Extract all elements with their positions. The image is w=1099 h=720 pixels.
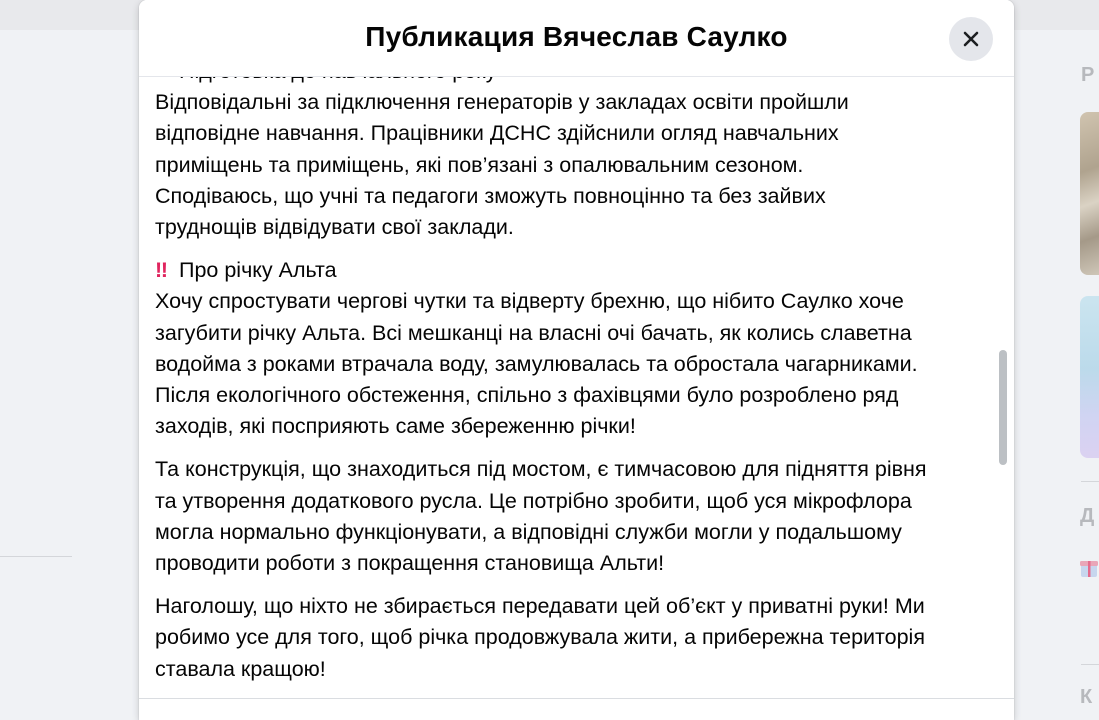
right-column-image xyxy=(1080,296,1099,458)
post-line: Після екологічного обстеження, спільно з фахівцями було розроблено ряд xyxy=(155,383,899,408)
post-line: Відповідальні за підключення генераторів у закладах освіти пройшли xyxy=(155,90,849,115)
post-line: Хочу спростувати чергові чутки та відверту брехню, що нібито Саулко хоче xyxy=(155,289,904,314)
post-paragraph xyxy=(155,255,1005,442)
right-column-divider xyxy=(1081,481,1099,482)
post-text xyxy=(155,56,1005,697)
dialog-title: Публикация Вячеслав Саулко xyxy=(365,21,788,52)
post-line: водойма з роками втрачала воду, замулювалась та обростала чагарниками. xyxy=(155,351,918,376)
post-paragraph xyxy=(155,591,1005,685)
post-line: та утворення додаткового русла. Це потрібно зробити, щоб уся мікрофлора xyxy=(155,488,912,513)
post-line: робимо усе для того, щоб річка продовжувала жити, а прибережна територія xyxy=(155,625,925,650)
close-icon xyxy=(961,29,981,49)
dialog-scrollbar[interactable] xyxy=(999,350,1007,465)
right-column-heading: Р xyxy=(1081,64,1095,86)
double-exclamation-icon: ‼ xyxy=(155,258,164,283)
gift-icon xyxy=(1080,556,1098,578)
post-line: заходів, які посприяють саме збереженню річки! xyxy=(155,414,636,439)
background-divider xyxy=(0,556,72,557)
dialog-footer-divider xyxy=(139,698,1014,699)
dialog-header xyxy=(139,0,1014,77)
post-line: труднощів відвідувати свої заклади. xyxy=(155,215,514,240)
post-line: Сподіваюсь, що учні та педагоги зможуть повноцінно та без зайвих xyxy=(155,183,826,208)
right-column-heading: Д xyxy=(1080,505,1095,527)
post-line: Та конструкція, що знаходиться під мостом, є тимчасовою для підняття рівня xyxy=(155,457,927,482)
post-dialog xyxy=(139,0,1014,720)
post-line: відповідне навчання. Працівники ДСНС здійснили огляд навчальних xyxy=(155,121,839,146)
post-line: загубити річку Альта. Всі мешканці на власні очі бачать, як колись славетна xyxy=(155,320,912,345)
right-column-heading: К xyxy=(1080,686,1093,708)
dialog-body[interactable] xyxy=(139,40,1014,700)
right-column-image xyxy=(1080,112,1099,275)
close-button[interactable] xyxy=(949,17,993,61)
post-paragraph xyxy=(155,454,1005,579)
post-line: проводити роботи з покращення становища Альти! xyxy=(155,551,665,576)
paragraph-heading: Про річку Альта xyxy=(179,258,337,283)
background-right-column xyxy=(1014,0,1099,708)
post-line: ставала кращою! xyxy=(155,656,326,681)
right-column-divider xyxy=(1081,664,1099,665)
post-paragraph xyxy=(155,56,1005,243)
post-line: приміщень та приміщень, які пов’язані з опалювальним сезоном. xyxy=(155,152,804,177)
post-line: могла нормально функціонувати, а відповідні служби могли у подальшому xyxy=(155,519,902,544)
post-line: Наголошу, що ніхто не збирається передавати цей об’єкт у приватні руки! Ми xyxy=(155,594,925,619)
